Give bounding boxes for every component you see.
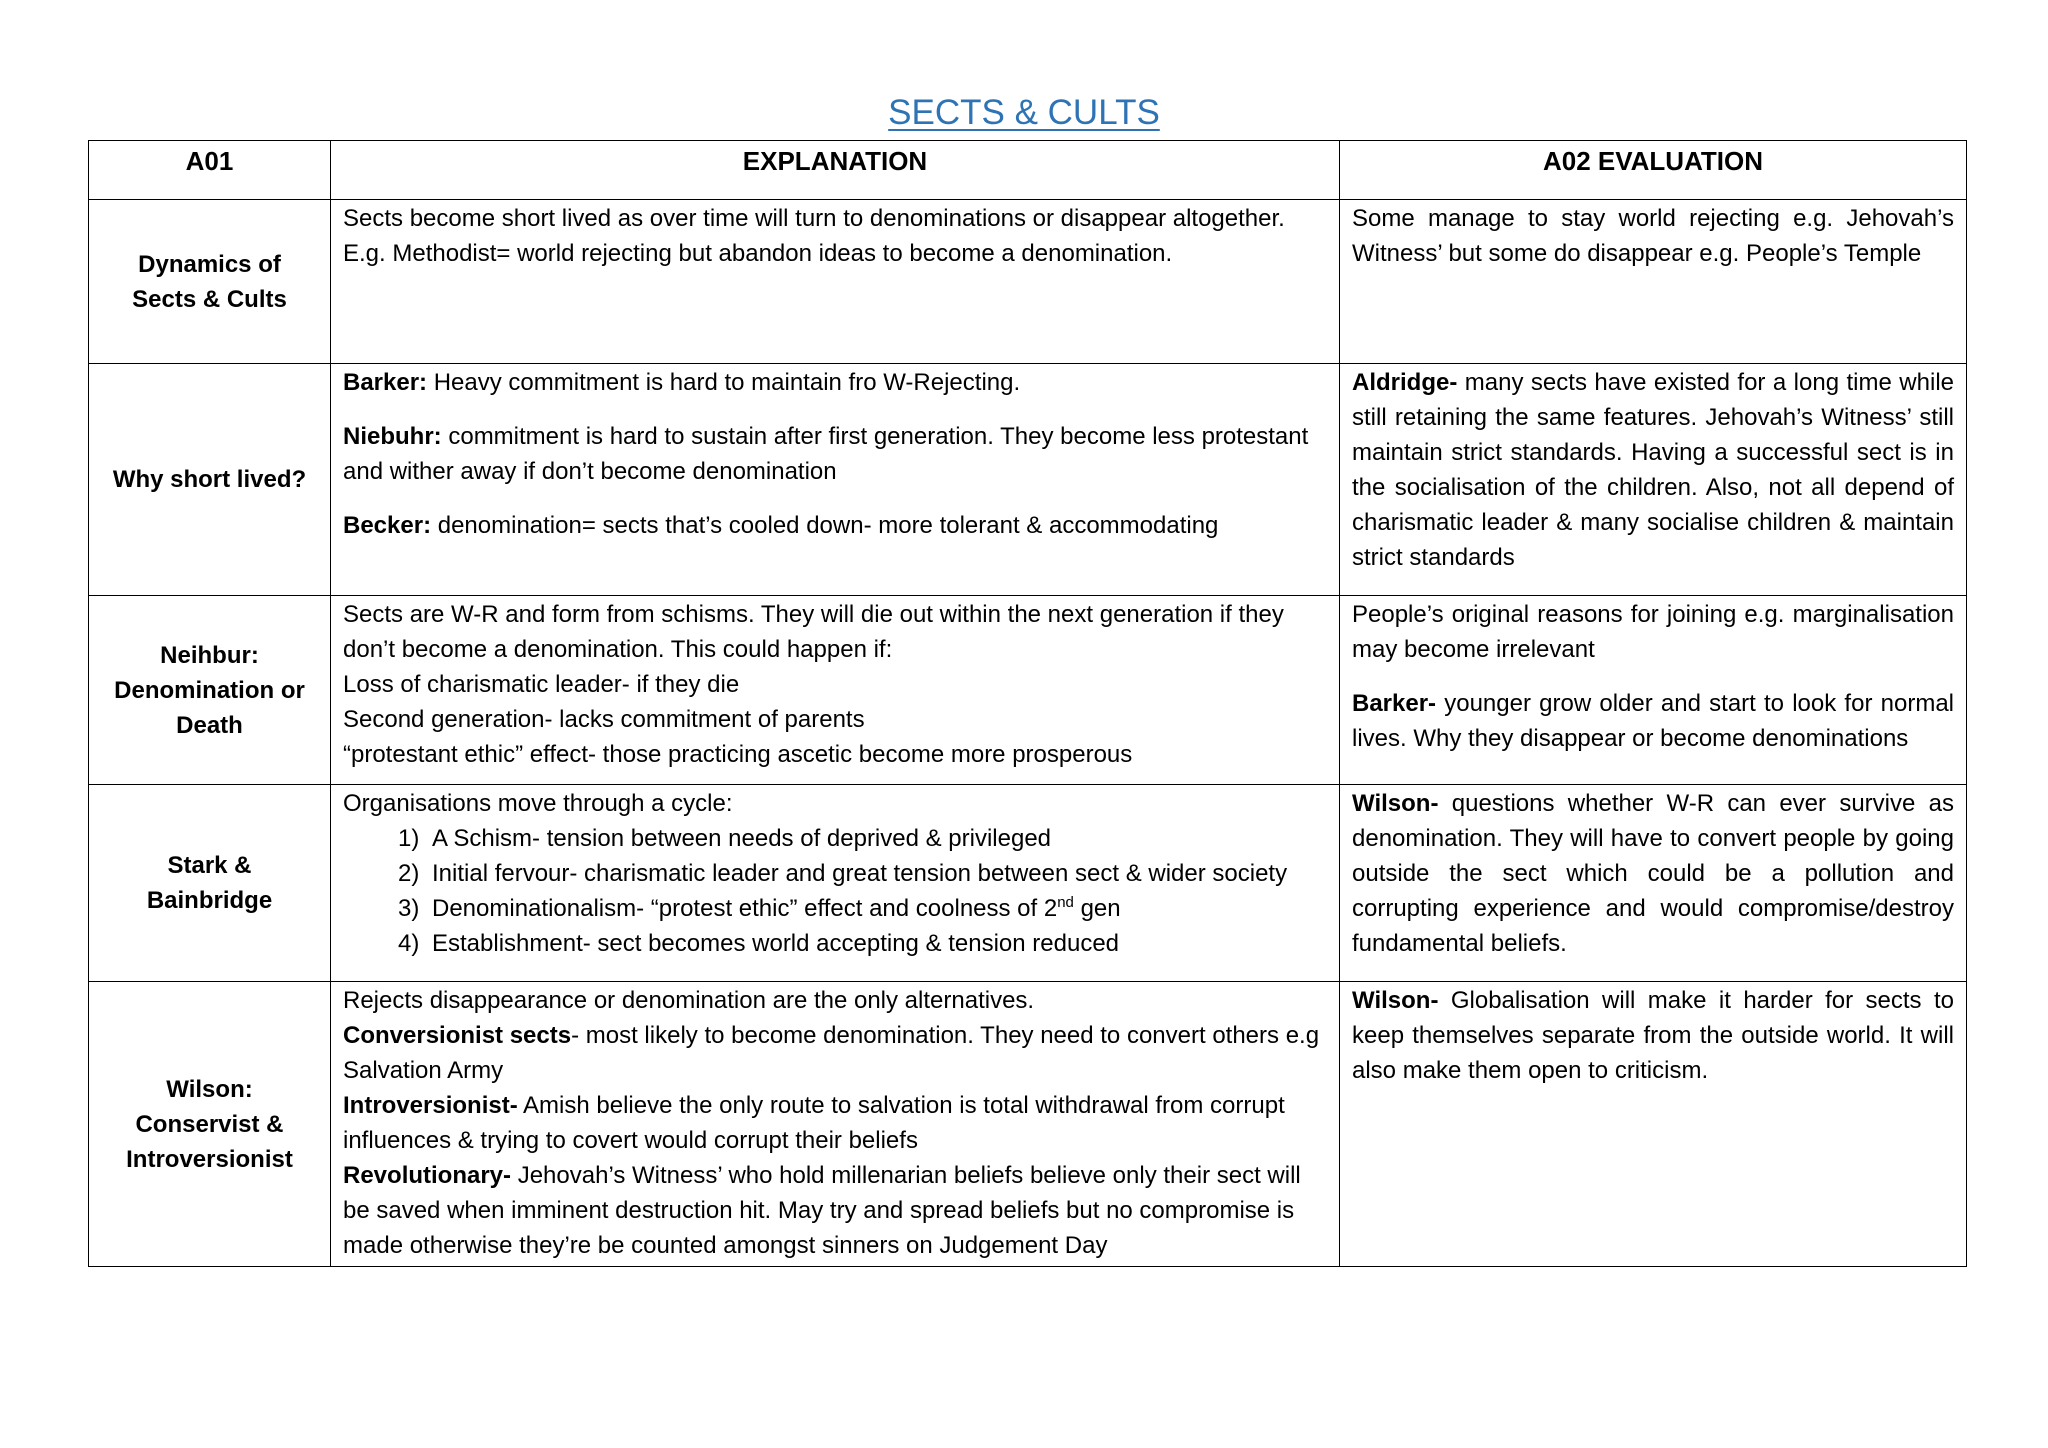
explanation-cell <box>331 200 1340 364</box>
sect-type-name: Revolutionary- <box>343 1162 512 1189</box>
topic-cell: Dynamics of Sects & Cults <box>89 200 331 364</box>
list-number: 2) <box>398 860 420 887</box>
list-number: 4) <box>398 930 420 957</box>
list-number: 3) <box>398 895 420 922</box>
explanation-text: - most likely to become denomination. They need to convert others e.g Salvation Army <box>343 1022 1320 1084</box>
evaluation-paragraph <box>1352 786 1954 961</box>
explanation-text: Sects are W-R and form from schisms. They will die out within the next generation if they don’t become a denomination. This could happen if: <box>343 601 1284 663</box>
superscript: nd <box>1057 894 1074 911</box>
list-text: A Schism- tension between needs of deprived & privileged <box>432 825 1052 852</box>
list-number: 1) <box>398 825 420 852</box>
table-row <box>89 785 1967 982</box>
explanation-text: Loss of charismatic leader- if they die <box>343 671 740 698</box>
evaluation-text: People’s original reasons for joining e.g. marginalisation may become irrelevant <box>1352 601 1954 663</box>
evaluation-text: younger grow older and start to look for normal lives. Why they disappear or become denominations <box>1352 690 1954 752</box>
theorist-name: Wilson- <box>1352 987 1439 1014</box>
list-text: Initial fervour- charismatic leader and great tension between sect & wider society <box>432 860 1288 887</box>
explanation-cell <box>331 364 1340 596</box>
theorist-name: Wilson- <box>1352 790 1439 817</box>
header-explanation: EXPLANATION <box>331 141 1340 200</box>
explanation-text: “protestant ethic” effect- those practicing ascetic become more prosperous <box>343 741 1133 768</box>
explanation-text: Heavy commitment is hard to maintain fro W-Rejecting. <box>427 369 1021 396</box>
topic-cell: Neihbur: Denomination or Death <box>89 596 331 785</box>
page-title: SECTS & CULTS <box>888 93 1160 132</box>
explanation-text: Amish believe the only route to salvation is total withdrawal from corrupt influences & trying to covert would corrupt their beliefs <box>343 1092 1285 1154</box>
header-evaluation: A02 EVALUATION <box>1340 141 1967 200</box>
table-header-row <box>89 141 1967 200</box>
list-item <box>398 821 1327 856</box>
evaluation-cell <box>1340 785 1967 982</box>
explanation-cell <box>331 596 1340 785</box>
list-item <box>398 856 1327 891</box>
explanation-text: Second generation- lacks commitment of parents <box>343 706 865 733</box>
evaluation-paragraph <box>1352 686 1954 756</box>
explanation-paragraph <box>343 508 1327 543</box>
evaluation-paragraph <box>1352 365 1954 575</box>
explanation-paragraph <box>343 419 1327 489</box>
evaluation-text: questions whether W-R can ever survive as denomination. They will have to convert people by going outside the sect which could be a pollution and corrupting experience and would compromise/destroy fundamental beliefs. <box>1352 790 1954 957</box>
evaluation-cell <box>1340 200 1967 364</box>
evaluation-text: many sects have existed for a long time while still retaining the same features. Jehovah’s Witness’ still maintain strict standards. Having a successful sect is in the socialisation of the children. Also, not all depend of charismatic leader & many socialise children & maintain strict standards <box>1352 369 1954 571</box>
explanation-text: Jehovah’s Witness’ who hold millenarian beliefs believe only their sect will be saved when imminent destruction hit. May try and spread beliefs but no compromise is made otherwise they’re be counted amongst sinners on Judgement Day <box>343 1162 1301 1259</box>
sect-type-name: Conversionist sects <box>343 1022 572 1049</box>
evaluation-cell <box>1340 596 1967 785</box>
theorist-name: Barker- <box>1352 690 1437 717</box>
explanation-paragraph <box>343 1088 1327 1158</box>
evaluation-text: Some manage to stay world rejecting e.g. Jehovah’s Witness’ but some do disappear e.g. People’s Temple <box>1352 205 1954 267</box>
list-item <box>398 891 1327 926</box>
evaluation-text: Globalisation will make it harder for sects to keep themselves separate from the outside world. It will also make them open to criticism. <box>1352 987 1954 1084</box>
list-text: Denominationalism- “protest ethic” effect and coolness of 2 <box>432 895 1058 922</box>
explanation-text: denomination= sects that’s cooled down- more tolerant & accommodating <box>431 512 1219 539</box>
topic-cell: Why short lived? <box>89 364 331 596</box>
theorist-name: Aldridge- <box>1352 369 1458 396</box>
theorist-name: Barker: <box>343 369 428 396</box>
theorist-name: Becker: <box>343 512 432 539</box>
table-row <box>89 596 1967 785</box>
explanation-paragraph <box>343 1158 1327 1263</box>
evaluation-cell <box>1340 982 1967 1267</box>
explanation-paragraph <box>343 365 1327 400</box>
list-text: gen <box>1073 895 1121 922</box>
explanation-text: Rejects disappearance or denomination are the only alternatives. <box>343 987 1035 1014</box>
cycle-list <box>343 821 1327 961</box>
evaluation-cell <box>1340 364 1967 596</box>
header-a01: A01 <box>89 141 331 200</box>
topic-cell: Wilson: Conservist & Introversionist <box>89 982 331 1267</box>
sect-type-name: Introversionist- <box>343 1092 518 1119</box>
explanation-text: Organisations move through a cycle: <box>343 790 733 817</box>
theorist-name: Niebuhr: <box>343 423 442 450</box>
sects-cults-table <box>88 140 1967 1267</box>
list-text: Establishment- sect becomes world accepting & tension reduced <box>432 930 1120 957</box>
topic-cell: Stark & Bainbridge <box>89 785 331 982</box>
explanation-text: Sects become short lived as over time will turn to denominations or disappear altogether. E.g. Methodist= world rejecting but abandon ideas to become a denomination. <box>343 205 1285 267</box>
explanation-cell <box>331 982 1340 1267</box>
explanation-paragraph <box>343 1018 1327 1088</box>
explanation-cell <box>331 785 1340 982</box>
table-row <box>89 364 1967 596</box>
table-row <box>89 982 1967 1267</box>
evaluation-paragraph <box>1352 983 1954 1088</box>
list-item <box>398 926 1327 961</box>
explanation-text: commitment is hard to sustain after first generation. They become less protestant and wither away if don’t become denomination <box>343 423 1309 485</box>
table-row <box>89 200 1967 364</box>
